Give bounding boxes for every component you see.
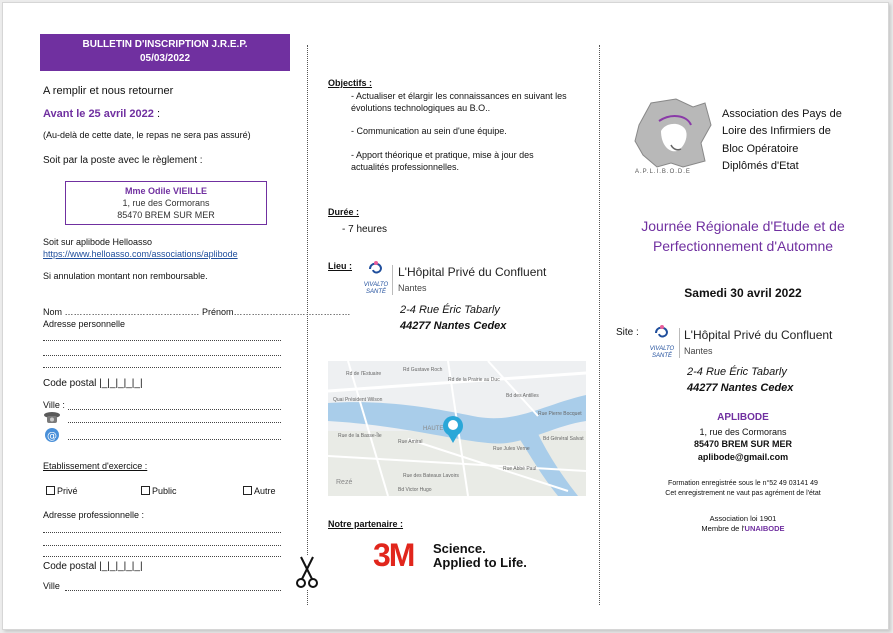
assoc-name-line-1: Association des Pays de <box>722 108 842 120</box>
adresse-pro-line-3[interactable] <box>43 556 281 557</box>
objectif-2: - Communication au sein d'une équipe. <box>351 126 507 136</box>
deadline-line <box>43 107 160 121</box>
header-date: 05/03/2022 <box>139 53 191 64</box>
logo-caption: A.P.L.I.B.O.D.E <box>635 169 691 175</box>
cancel-note: Si annulation montant non remboursable. <box>43 271 208 281</box>
membre-line <box>608 524 878 534</box>
by-post-text: Soit par la poste avec le règlement : <box>43 155 203 166</box>
ville-label: Ville : <box>43 400 65 410</box>
public-label: Public <box>152 486 177 496</box>
vivalto-symbol-icon <box>652 323 672 341</box>
lieu-label: Lieu : <box>328 261 352 271</box>
aplibode-addr-2: 85470 BREM SUR MER <box>693 439 793 449</box>
phone-line[interactable] <box>68 422 281 423</box>
3m-logo: 3M <box>373 537 414 573</box>
brochure-page <box>2 2 889 630</box>
event-title-line-2: Perfectionnement d'Automne <box>652 238 834 254</box>
map-label-10: Rue des Bateaux Lavoirs <box>403 473 459 479</box>
map-label-6: Rue Pierre Bocquet <box>538 411 582 417</box>
adresse-perso-line-3[interactable] <box>43 367 281 368</box>
map-label-4: Quai Président Wilson <box>333 397 383 403</box>
phone-icon <box>43 411 61 423</box>
registration-header <box>40 34 290 71</box>
helloasso-label: Soit sur aplibode Helloasso <box>43 237 153 247</box>
site-label: Site : <box>616 327 639 338</box>
vivalto-right-text-2: SANTÉ <box>651 353 672 359</box>
logo-divider <box>392 265 393 295</box>
deadline-note: (Au-delà de cette date, le repas ne sera pas assuré) <box>43 130 251 140</box>
address-line-1: 1, rue des Cormorans <box>122 198 210 208</box>
objectif-3: - Apport théorique et pratique, mise à jour des actualités professionnelles. <box>351 150 534 172</box>
aplibode-email[interactable]: aplibode@gmail.com <box>697 452 789 462</box>
fold-line-left <box>307 45 308 605</box>
svg-text:@: @ <box>47 431 57 442</box>
scissors-icon <box>295 555 319 589</box>
autre-label: Autre <box>254 486 276 496</box>
map-label-2: Rd Gustave Roch <box>403 367 443 373</box>
deadline-date: Avant le 25 avril 2022 <box>43 108 154 120</box>
adresse-pro-line-2[interactable] <box>43 545 281 546</box>
deadline-colon: : <box>153 108 161 120</box>
code-postal-pro-field[interactable]: Code postal |_|_|_|_|_| <box>43 561 143 572</box>
vivalto-logo <box>359 259 393 299</box>
map-label-1: Rd de l'Estuaire <box>346 371 382 377</box>
map-label-13: Rezé <box>336 479 353 486</box>
address-name: Mme Odile VIEILLE <box>124 186 207 196</box>
vivalto-text-1: VIVALTO <box>363 282 389 288</box>
address-line-2: 85470 BREM SUR MER <box>117 210 215 220</box>
hospital-street: 2-4 Rue Éric Tabarly <box>400 304 500 316</box>
adresse-perso-line-2[interactable] <box>43 355 281 356</box>
etablissement-label: Etablissement d'exercice : <box>43 461 148 471</box>
map-label-5: Bd des Antilles <box>506 393 539 399</box>
objectifs-label: Objectifs : <box>328 78 373 88</box>
loi-1901: Association loi 1901 <box>709 514 777 523</box>
event-date: Samedi 30 avril 2022 <box>684 286 802 300</box>
map-label-15: Bd Général Salvat <box>543 436 584 442</box>
email-line[interactable] <box>68 439 281 440</box>
duree-value: - 7 heures <box>342 224 388 235</box>
hospital-city: Nantes <box>398 283 427 293</box>
helloasso-link[interactable]: https://www.helloasso.com/associations/aplibode <box>43 249 238 259</box>
map-label-9: HAUTE <box>423 426 444 432</box>
aplibode-addr-1: 1, rue des Cormorans <box>699 427 787 437</box>
assoc-name-line-2: Loire des Infirmiers de <box>722 125 831 137</box>
public-checkbox-box[interactable] <box>141 486 150 495</box>
pays-de-loire-map-icon <box>631 95 713 175</box>
assoc-name-line-4: Diplômés d'Etat <box>722 160 799 172</box>
ville-pro-line[interactable] <box>65 590 281 591</box>
site-city-zip: 44277 Nantes Cedex <box>687 382 794 394</box>
checkbox-prive[interactable] <box>46 485 78 497</box>
adresse-perso-label: Adresse personnelle <box>43 319 126 329</box>
event-title-line-1: Journée Régionale d'Etude et de <box>641 218 845 234</box>
map-label-11: Rue Jules Verne <box>493 446 530 452</box>
formation-line-1: Formation enregistrée sous le n°52 49 03141 49 <box>668 480 818 487</box>
3m-tagline-2: Applied to Life. <box>433 555 527 570</box>
site-hospital-city: Nantes <box>684 346 713 356</box>
location-map[interactable] <box>328 361 586 496</box>
map-label-12: Bd Victor Hugo <box>398 487 432 493</box>
membre-org: UNAIBODE <box>744 524 785 533</box>
partner-label: Notre partenaire : <box>328 519 404 529</box>
assoc-name-line-3: Bloc Opératoire <box>722 143 799 155</box>
adresse-perso-line-1[interactable] <box>43 340 281 341</box>
3m-tagline-1: Science. <box>433 541 486 556</box>
vivalto-text-2: SANTÉ <box>365 289 386 295</box>
code-postal-field[interactable]: Code postal |_|_|_|_|_| <box>43 378 143 389</box>
fold-line-right <box>599 45 600 605</box>
ville-line[interactable] <box>68 409 281 410</box>
nom-prenom-field[interactable]: Nom ……………………………………… Prénom………………………………… <box>43 307 351 317</box>
membre-prefix: Membre de l' <box>701 524 745 533</box>
prive-label: Privé <box>57 486 78 496</box>
fill-return-text: A remplir et nous retourner <box>43 85 174 97</box>
vivalto-symbol-icon <box>366 259 386 277</box>
formation-line-2: Cet enregistrement ne vaut pas agrément de l'état <box>665 490 821 497</box>
prive-checkbox-box[interactable] <box>46 486 55 495</box>
site-hospital-name: L'Hôpital Privé du Confluent <box>684 328 833 342</box>
ville-pro-label: Ville <box>43 581 60 591</box>
duree-label: Durée : <box>328 207 360 217</box>
site-street: 2-4 Rue Éric Tabarly <box>687 366 787 378</box>
map-label-14: Rue Abbé Paul <box>503 466 537 472</box>
checkbox-autre[interactable] <box>243 485 276 497</box>
aplibode-logo <box>631 95 713 175</box>
hospital-city-zip: 44277 Nantes Cedex <box>400 320 507 332</box>
email-icon <box>43 427 61 443</box>
objectif-1: - Actualiser et élargir les connaissances en suivant les évolutions technologiques au B.O.. <box>351 91 567 113</box>
vivalto-logo-right <box>645 323 679 363</box>
map-label-3: Rd de la Prairie au Duc <box>448 377 500 383</box>
autre-checkbox-box[interactable] <box>243 486 252 495</box>
adresse-pro-line-1[interactable] <box>43 532 281 533</box>
logo-divider-right <box>679 328 680 358</box>
checkbox-public[interactable] <box>141 485 177 497</box>
header-title: BULLETIN D'INSCRIPTION J.R.E.P. <box>82 39 248 50</box>
map-label-7: Rue de la Basse-Île <box>338 433 382 439</box>
mail-address-box <box>65 181 267 225</box>
hospital-name: L'Hôpital Privé du Confluent <box>398 265 547 279</box>
aplibode-name: APLIBODE <box>717 412 769 423</box>
adresse-pro-label: Adresse professionnelle : <box>43 510 145 520</box>
vivalto-right-text-1: VIVALTO <box>649 346 675 352</box>
map-label-8: Rue Amiral <box>398 439 423 445</box>
